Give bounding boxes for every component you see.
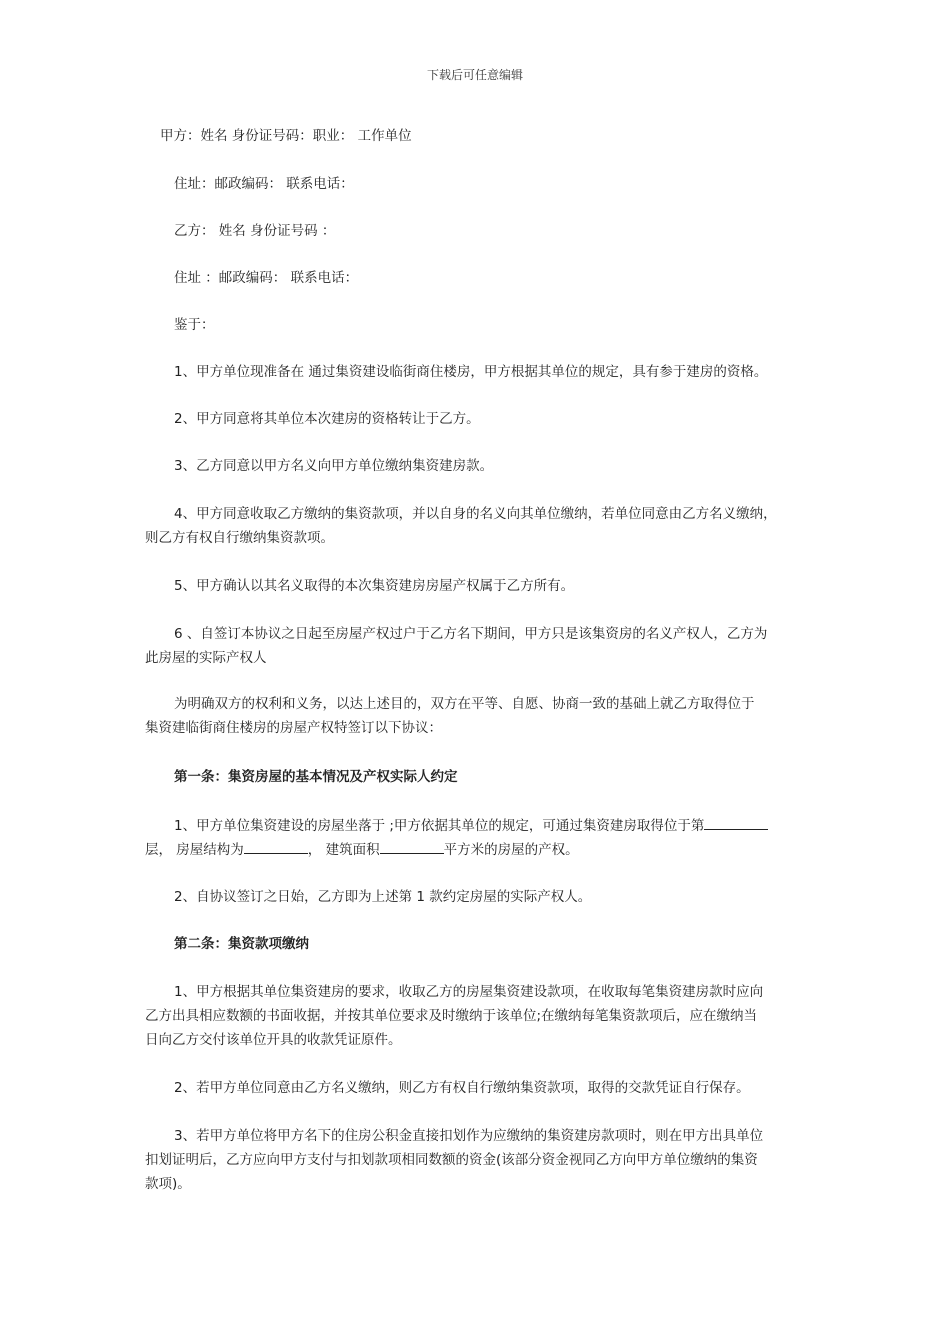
article-1-clause-1-row2 — [145, 838, 810, 862]
article-2-clause-1-row3: 日向乙方交付该单位开具的收款凭证原件。 — [145, 1032, 402, 1048]
article-2-clause-3-row3: 款项)。 — [145, 1176, 191, 1192]
area-label: ， 建筑面积 — [307, 842, 380, 858]
purpose-row1: 为明确双方的权利和义务，以达上述目的，双方在平等、自愿、协商一致的基础上就乙方取得位于 — [174, 696, 755, 712]
article-1-clause-2: 2、自协议签订之日始，乙方即为上述第 1 款约定房屋的实际产权人。 — [174, 889, 592, 905]
party-a-line2: 住址：邮政编码： 联系电话： — [174, 176, 354, 192]
purpose-row2: 集资建临街商住楼房的房屋产权特签订以下协议： — [145, 720, 442, 736]
article-1-clause-1 — [145, 814, 810, 862]
article-1-clause-1-row1 — [145, 814, 810, 838]
recital-4-row1: 4、甲方同意收取乙方缴纳的集资款项，并以自身的名义向其单位缴纳，若单位同意由乙方名义缴纳， — [174, 506, 777, 522]
article-1-clause-1-text: 1、甲方单位集资建设的房屋坐落于 ;甲方依据其单位的规定，可通过集资建房取得位于第 — [174, 818, 705, 834]
area-blank — [380, 839, 444, 854]
party-b-line1: 乙方： 姓名 身份证号码 ： — [174, 223, 336, 239]
recital-6 — [145, 622, 810, 670]
recital-6-row1: 6 、自签订本协议之日起至房屋产权过户于乙方名下期间，甲方只是该集资房的名义产权人，乙方为 — [174, 626, 768, 642]
article-2-clause-1-row2: 乙方出具相应数额的书面收据，并按其单位要求及时缴纳于该单位;在缴纳每笔集资款项后，应在缴纳当 — [145, 1008, 758, 1024]
floor-blank — [704, 815, 768, 830]
recital-4-row2: 则乙方有权自行缴纳集资款项。 — [145, 530, 334, 546]
article-2-clause-1 — [145, 980, 810, 1052]
article-2-clause-3-row1: 3、若甲方单位将甲方名下的住房公积金直接扣划作为应缴纳的集资建房款项时，则在甲方出具单位 — [174, 1128, 764, 1144]
article-2-clause-1-row1: 1、甲方根据其单位集资建房的要求，收取乙方的房屋集资建设款项，在收取每笔集资建房款时应向 — [174, 984, 764, 1000]
article-2-clause-3 — [145, 1124, 810, 1196]
article-2-clause-3-row2: 扣划证明后，乙方应向甲方支付与扣划款项相同数额的资金(该部分资金视同乙方向甲方单位缴纳的集资 — [145, 1152, 758, 1168]
purpose-paragraph — [145, 692, 810, 740]
article-1-title: 第一条：集资房屋的基本情况及产权实际人约定 — [174, 769, 458, 785]
article-2-title: 第二条：集资款项缴纳 — [174, 936, 309, 952]
page-header: 下载后可任意编辑 — [426, 68, 523, 82]
recital-2: 2、甲方同意将其单位本次建房的资格转让于乙方。 — [174, 411, 480, 427]
recital-5: 5、甲方确认以其名义取得的本次集资建房房屋产权属于乙方所有。 — [174, 578, 575, 594]
structure-blank — [244, 839, 308, 854]
party-a-line1: 甲方：姓名 身份证号码：职业： 工作单位 — [160, 128, 412, 144]
recital-3: 3、乙方同意以甲方名义向甲方单位缴纳集资建房款。 — [174, 458, 494, 474]
recital-6-row2: 此房屋的实际产权人 — [145, 650, 267, 666]
party-b-line2: 住址 ：邮政编码： 联系电话： — [174, 270, 359, 286]
whereas-label: 鉴于： — [174, 317, 215, 333]
floor-label: 层， 房屋结构为 — [145, 842, 244, 858]
recital-4 — [145, 502, 810, 550]
article-2-clause-2: 2、若甲方单位同意由乙方名义缴纳，则乙方有权自行缴纳集资款项，取得的交款凭证自行保存。 — [174, 1080, 750, 1096]
unit-label: 平方米的房屋的产权。 — [443, 842, 579, 858]
recital-1: 1、甲方单位现准备在 通过集资建设临街商住楼房，甲方根据其单位的规定，具有参于建房的资格。 — [174, 364, 768, 380]
